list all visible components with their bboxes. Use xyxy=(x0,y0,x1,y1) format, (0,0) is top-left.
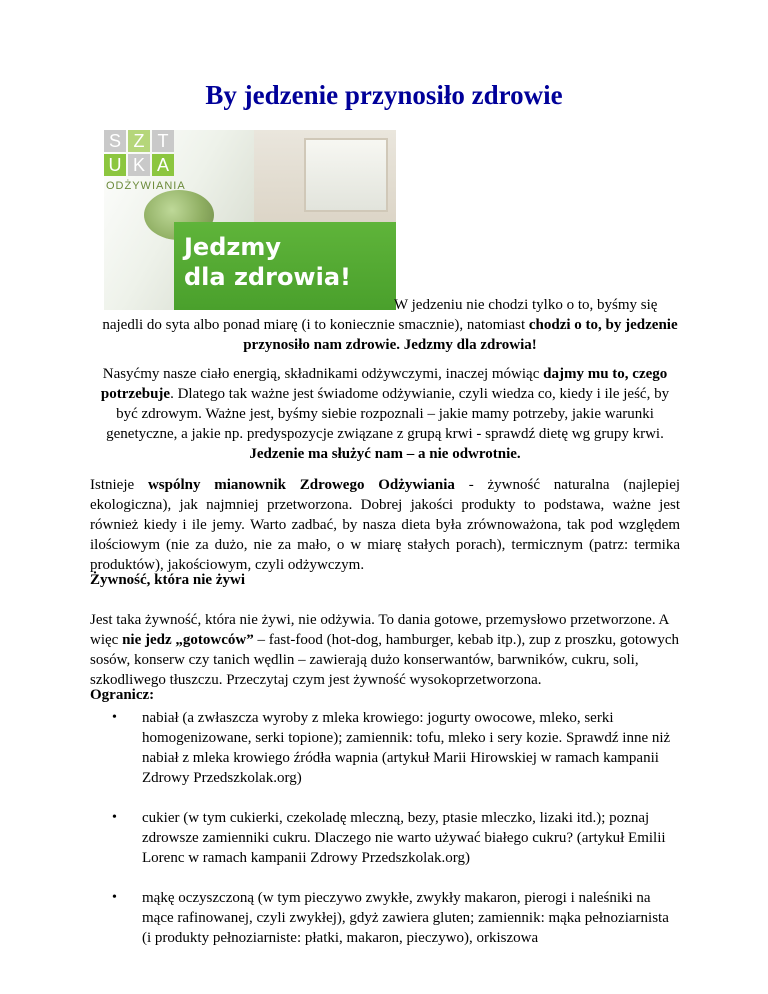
page-title: By jedzenie przynosiło zdrowie xyxy=(205,80,563,110)
section-heading-food: Żywność, która nie żywi xyxy=(90,572,245,588)
bullet-icon: • xyxy=(112,810,117,825)
list-item: • cukier (w tym cukierki, czekoladę mleczną, bezy, ptasie mleczko, lizaki itd.); poznaj zdrowsze zamienniki cukru. Dlaczego nie warto używać białego cukru? (artykuł Emilii Lorenc w ramach kampanii Zdrowy Przedszkolak.org) xyxy=(112,810,666,866)
logo xyxy=(104,130,224,194)
intro-bold: chodzi o to, by jedzenie przynosiło nam zdrowie. Jedzmy dla zdrowia! xyxy=(243,317,678,353)
logo-letter: U xyxy=(104,154,126,176)
intro-line: W jedzeniu nie chodzi tylko o to, byśmy się xyxy=(394,297,658,313)
bullet-icon: • xyxy=(112,890,117,905)
limit-list xyxy=(90,708,680,968)
logo-letter: S xyxy=(104,130,126,152)
section-heading-limit: Ogranicz: xyxy=(90,687,155,703)
paragraph-food: Jest taka żywność, która nie żywi, nie odżywia. To dania gotowe, przemysłowo przetworzone. A więc nie jedz „gotowców” – fast-food (hot-dog, hamburger, kebab itp.), zup z proszku, gotowych sosów, konserw czy tanich wędlin – zawierają dużo konserwantów, barwników, cukru, soli, szkodliwego tłuszczu. Przeczytaj czym jest żywność wysokoprzetworzona. xyxy=(90,612,679,688)
list-item: • mąkę oczyszczoną (w tym pieczywo zwykłe, zwykły makaron, pierogi i naleśniki na mące rafinowanej, czyli zwykłej), gdyż zawiera gluten; zamiennik: mąka pełnoziarnista (i produkty pełnoziarniste: płatki, makaron, pieczywo), orkiszowa xyxy=(112,890,669,946)
paragraph-energy: Nasyćmy nasze ciało energią, składnikami odżywczymi, inaczej mówiąc dajmy mu to, czego potrzebuje. Dlatego tak ważne jest świadome odżywianie, czyli wiedza co, kiedy i ile jeść, by być zdrowym. Ważne jest, byśmy siebie rozpoznali – jakie mamy potrzeby, jakie warunki genetyczne, a jakie np. predyspozycje związane z grupą krwi - sprawdź dietę wg grupy krwi. Jedzenie ma służyć nam – a nie odwrotnie. xyxy=(100,366,670,462)
paragraph-common-denominator: Istnieje wspólny mianownik Zdrowego Odżywiania - żywność naturalna (najlepiej ekologiczna), jak najmniej przetworzona. Dobrej jakości produkty to podstawa, ważne jest również kiedy i ile jemy. Warto zadbać, by nasza dieta była zrównoważona, tak pod względem ilościowym (nie za dużo, nie za mało, o w miarę stałych porach), termicznym (patrz: termika produktów), jakościowym, czyli odżywczym. xyxy=(90,477,681,573)
list-item: • nabiał (a zwłaszcza wyroby z mleka krowiego: jogurty owocowe, mleko, serki homogenizowane, serki topione); zamiennik: tofu, mleko i sery kozie. Sprawdź inne niż nabiał z mleka krowiego źródła wapnia (artykuł Marii Hirowskiej w ramach kampanii Zdrowy Przedszkolak.org) xyxy=(112,710,671,786)
logo-letter: A xyxy=(152,154,174,176)
intro-text: najedli do syta albo ponad miarę (i to koniecznie smacznie), natomiast xyxy=(102,317,526,333)
logo-letter: Z xyxy=(128,130,150,152)
logo-subtitle: ODŻYWIANIA xyxy=(106,180,186,192)
banner-image xyxy=(104,130,396,310)
logo-letter: T xyxy=(152,130,174,152)
logo-letter: K xyxy=(128,154,150,176)
window-graphic xyxy=(304,138,388,212)
slogan-text: Jedzmy dla zdrowia! xyxy=(184,233,351,291)
intro-paragraph xyxy=(100,295,680,355)
bullet-icon: • xyxy=(112,710,117,725)
